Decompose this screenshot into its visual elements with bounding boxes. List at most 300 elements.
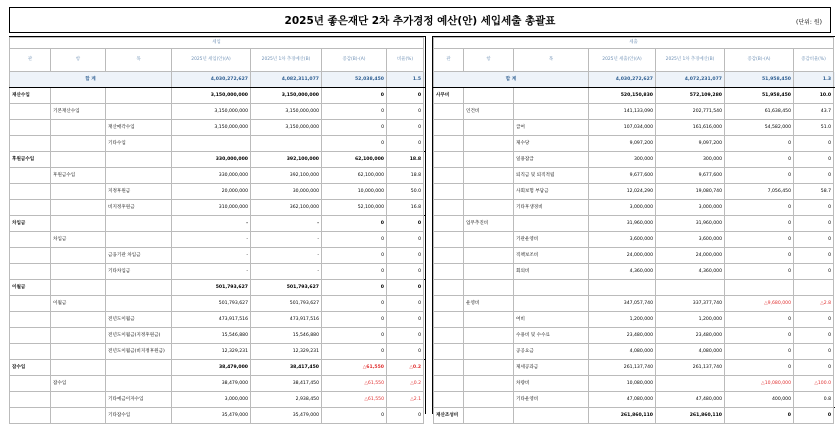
empty-cell: [725, 280, 794, 296]
amount-a: 23,480,000: [589, 328, 656, 344]
hang-cell: 차입금: [51, 232, 106, 248]
amount-a: 141,133,090: [589, 104, 656, 120]
amount-b: 3,150,000,000: [251, 120, 322, 136]
mok-cell: [106, 104, 172, 120]
hang-cell: [51, 312, 106, 328]
hang-cell: 후원금수입: [51, 168, 106, 184]
table-row: [10, 200, 426, 216]
mok-cell: [514, 408, 589, 424]
hang-cell: [51, 248, 106, 264]
amount-diff: 0: [725, 232, 794, 248]
amount-diff: 7,056,450: [725, 184, 794, 200]
mok-cell: 금융기관 차입금: [106, 248, 172, 264]
total-a: 4,030,272,627: [172, 72, 251, 88]
table-row: [434, 392, 835, 408]
amount-b: 23,480,000: [656, 328, 725, 344]
amount-a: 4,360,000: [589, 264, 656, 280]
gwan-cell: [434, 264, 464, 280]
col-header: 관: [10, 49, 51, 72]
hang-cell: [51, 360, 106, 376]
amount-pct: 0: [794, 328, 834, 344]
col-header: 2025년 세출(안)(A): [589, 49, 656, 72]
mok-cell: [106, 232, 172, 248]
mok-cell: 수용비 및 수수료: [514, 328, 589, 344]
amount-a: 35,479,000: [172, 408, 251, 424]
mok-cell: [106, 216, 172, 232]
amount-diff: 0: [725, 136, 794, 152]
hang-cell: [464, 152, 514, 168]
amount-a: 3,600,000: [589, 232, 656, 248]
amount-b: 38,417,450: [251, 376, 322, 392]
hang-cell: 운영비: [464, 296, 514, 312]
amount-diff: 0: [725, 328, 794, 344]
table-row: [434, 408, 835, 424]
amount-a: [172, 136, 251, 152]
amount-diff: 0: [322, 408, 387, 424]
mok-cell: 기타수입: [106, 136, 172, 152]
amount-b: 38,417,450: [251, 360, 322, 376]
amount-b: 15,546,880: [251, 328, 322, 344]
gwan-cell: [10, 264, 51, 280]
mok-cell: 여비: [514, 312, 589, 328]
amount-pct: 0: [387, 312, 424, 328]
amount-b: 1,200,000: [656, 312, 725, 328]
gwan-cell: [434, 328, 464, 344]
hang-cell: [464, 168, 514, 184]
amount-diff: 400,000: [725, 392, 794, 408]
table-row: [434, 216, 835, 232]
gwan-cell: 차입금: [10, 216, 51, 232]
mok-cell: 기타차입금: [106, 264, 172, 280]
mok-cell: 기타예금이자수입: [106, 392, 172, 408]
mok-cell: [514, 216, 589, 232]
hang-cell: [464, 88, 514, 104]
amount-diff: 0: [322, 344, 387, 360]
total-a: 4,030,272,627: [589, 72, 656, 88]
amount-b: 9,677,600: [656, 168, 725, 184]
amount-b: -: [251, 248, 322, 264]
amount-pct: 0: [387, 408, 424, 424]
amount-diff: △61,550: [322, 376, 387, 392]
mok-cell: [106, 152, 172, 168]
gwan-cell: [434, 136, 464, 152]
amount-pct: 0: [794, 360, 834, 376]
amount-diff: 0: [725, 312, 794, 328]
gwan-cell: [10, 232, 51, 248]
empty-cell: [794, 280, 834, 296]
table-row: [10, 376, 426, 392]
gwan-cell: 이월금: [10, 280, 51, 296]
amount-a: 261,137,740: [589, 360, 656, 376]
amount-pct: 0: [387, 264, 424, 280]
amount-diff: 0: [322, 136, 387, 152]
gwan-cell: 잡수입: [10, 360, 51, 376]
amount-b: 35,479,000: [251, 408, 322, 424]
hang-cell: [464, 200, 514, 216]
mok-cell: 전년도이월금(지정후원금): [106, 328, 172, 344]
hang-cell: [51, 264, 106, 280]
gwan-cell: [10, 136, 51, 152]
hang-cell: [464, 248, 514, 264]
amount-b: 24,000,000: [656, 248, 725, 264]
amount-b: 31,960,000: [656, 216, 725, 232]
gwan-cell: [434, 104, 464, 120]
amount-b: 501,793,627: [251, 280, 322, 296]
gwan-cell: [434, 344, 464, 360]
amount-b: -: [251, 216, 322, 232]
total-label: 합 계: [434, 72, 589, 88]
table-row: [434, 296, 835, 312]
mok-cell: 제수당: [514, 136, 589, 152]
hang-cell: [464, 392, 514, 408]
hang-cell: 이월금: [51, 296, 106, 312]
amount-b: 2,938,450: [251, 392, 322, 408]
amount-diff: 62,100,000: [322, 168, 387, 184]
amount-b: 30,000,000: [251, 184, 322, 200]
gwan-cell: [10, 344, 51, 360]
mok-cell: 기타후생경비: [514, 200, 589, 216]
amount-pct: 58.7: [794, 184, 834, 200]
hang-cell: [51, 408, 106, 424]
table-row: [10, 280, 426, 296]
revenue-total-row: [10, 72, 426, 88]
amount-pct: 0: [794, 152, 834, 168]
amount-b: 47,480,000: [656, 392, 725, 408]
amount-b: 337,377,740: [656, 296, 725, 312]
empty-cell: [656, 280, 725, 296]
amount-diff: 52,100,000: [322, 200, 387, 216]
amount-diff: 0: [322, 248, 387, 264]
table-row: [434, 344, 835, 360]
hang-cell: [51, 152, 106, 168]
amount-pct: 0: [387, 88, 424, 104]
gwan-cell: [10, 408, 51, 424]
amount-a: 3,150,000,000: [172, 120, 251, 136]
total-pct: 1.3: [794, 72, 834, 88]
hang-cell: [464, 376, 514, 392]
table-row: [434, 264, 835, 280]
gwan-cell: [10, 248, 51, 264]
hang-cell: [464, 408, 514, 424]
mok-cell: 급여: [514, 120, 589, 136]
mok-cell: 회의비: [514, 264, 589, 280]
total-pct: 1.5: [387, 72, 424, 88]
amount-a: 330,000,000: [172, 168, 251, 184]
amount-b: -: [251, 264, 322, 280]
amount-b: [656, 376, 725, 392]
table-row: [434, 120, 835, 136]
mok-cell: 기타잡수입: [106, 408, 172, 424]
col-header: 2025년 1차 추경예산(B): [656, 49, 725, 72]
mok-cell: 재산매각수입: [106, 120, 172, 136]
amount-pct: 0: [387, 328, 424, 344]
hang-cell: [464, 344, 514, 360]
amount-pct: 0: [387, 296, 424, 312]
mok-cell: [106, 280, 172, 296]
table-row: [10, 120, 426, 136]
title-box: [9, 7, 831, 33]
amount-a: -: [172, 248, 251, 264]
mok-cell: [514, 104, 589, 120]
total-b: 4,082,311,077: [251, 72, 322, 88]
table-row: [434, 184, 835, 200]
hang-cell: [51, 88, 106, 104]
amount-a: 10,080,000: [589, 376, 656, 392]
gwan-cell: 재산조성비: [434, 408, 464, 424]
amount-pct: △0.2: [387, 376, 424, 392]
table-row: [434, 360, 835, 376]
amount-pct: 0: [387, 216, 424, 232]
hang-cell: 기본재산수입: [51, 104, 106, 120]
amount-diff: △10,080,000: [725, 376, 794, 392]
amount-pct: 0: [794, 408, 834, 424]
mok-cell: 퇴직금 및 퇴직적립: [514, 168, 589, 184]
col-header: 2025년 세입(안)(A): [172, 49, 251, 72]
amount-diff: △61,550: [322, 360, 387, 376]
amount-pct: 0.8: [794, 392, 834, 408]
amount-a: 3,000,000: [172, 392, 251, 408]
table-row: [10, 136, 426, 152]
amount-diff: △9,680,000: [725, 296, 794, 312]
mok-cell: 비지정후원금: [106, 200, 172, 216]
amount-diff: 10,000,000: [322, 184, 387, 200]
hang-cell: [51, 328, 106, 344]
mok-cell: [514, 88, 589, 104]
amount-pct: 0: [794, 264, 834, 280]
amount-pct: 0: [794, 200, 834, 216]
gwan-cell: [434, 184, 464, 200]
amount-diff: 54,582,000: [725, 120, 794, 136]
gwan-cell: [434, 232, 464, 248]
amount-diff: 51,958,450: [725, 88, 794, 104]
amount-b: 3,150,000,000: [251, 88, 322, 104]
hang-cell: [464, 184, 514, 200]
amount-b: 9,097,200: [656, 136, 725, 152]
amount-a: 15,546,880: [172, 328, 251, 344]
table-row: [10, 328, 426, 344]
amount-b: 4,080,000: [656, 344, 725, 360]
mok-cell: 직책보조비: [514, 248, 589, 264]
amount-a: 20,000,000: [172, 184, 251, 200]
amount-diff: 0: [725, 344, 794, 360]
amount-a: 12,024,290: [589, 184, 656, 200]
amount-diff: 0: [322, 312, 387, 328]
table-row: [434, 104, 835, 120]
amount-pct: △0.2: [387, 360, 424, 376]
amount-a: 3,000,000: [589, 200, 656, 216]
gwan-cell: [434, 360, 464, 376]
amount-pct: △2.1: [387, 392, 424, 408]
amount-a: 38,479,000: [172, 376, 251, 392]
amount-b: 12,329,231: [251, 344, 322, 360]
amount-a: 9,677,600: [589, 168, 656, 184]
col-header: 비율(%): [387, 49, 424, 72]
gwan-cell: [434, 376, 464, 392]
table-row: [10, 88, 426, 104]
amount-a: 310,000,000: [172, 200, 251, 216]
hang-cell: [51, 136, 106, 152]
revenue-panel: [9, 36, 425, 424]
hang-cell: [51, 280, 106, 296]
hang-cell: [464, 312, 514, 328]
amount-a: 520,150,830: [589, 88, 656, 104]
amount-diff: 0: [322, 88, 387, 104]
table-row: [10, 152, 426, 168]
gwan-cell: [434, 392, 464, 408]
amount-diff: 0: [322, 296, 387, 312]
amount-a: 47,080,000: [589, 392, 656, 408]
table-row: [10, 168, 426, 184]
empty-cell: [514, 280, 589, 296]
mok-cell: 공공요금: [514, 344, 589, 360]
amount-a: 473,917,516: [172, 312, 251, 328]
gwan-cell: [434, 248, 464, 264]
table-row: [434, 152, 835, 168]
table-row: [434, 376, 835, 392]
expense-section-header: 세출: [434, 38, 834, 49]
table-row: [10, 408, 426, 424]
amount-b: 202,771,540: [656, 104, 725, 120]
amount-b: [251, 136, 322, 152]
col-header: 항: [51, 49, 106, 72]
amount-pct: 0: [387, 232, 424, 248]
amount-b: 392,100,000: [251, 152, 322, 168]
gwan-cell: [434, 216, 464, 232]
gwan-cell: [10, 200, 51, 216]
amount-b: 261,137,740: [656, 360, 725, 376]
amount-a: 300,000: [589, 152, 656, 168]
amount-pct: 0: [387, 344, 424, 360]
expense-panel: [433, 36, 835, 424]
empty-cell: [434, 280, 464, 296]
amount-diff: △61,550: [322, 392, 387, 408]
amount-b: 572,109,280: [656, 88, 725, 104]
table-row: [434, 280, 835, 296]
revenue-table: [9, 37, 425, 424]
gwan-cell: [434, 312, 464, 328]
table-row: [434, 232, 835, 248]
amount-pct: 0: [794, 168, 834, 184]
amount-b: 362,100,000: [251, 200, 322, 216]
amount-diff: 0: [322, 120, 387, 136]
hang-cell: [464, 232, 514, 248]
col-header: 관: [434, 49, 464, 72]
table-row: [434, 88, 835, 104]
amount-b: 392,100,000: [251, 168, 322, 184]
amount-pct: 0: [387, 136, 424, 152]
amount-pct: 0: [387, 120, 424, 136]
amount-pct: 10.0: [794, 88, 834, 104]
amount-diff: 0: [725, 168, 794, 184]
table-row: [10, 392, 426, 408]
gwan-cell: [434, 152, 464, 168]
amount-b: 3,600,000: [656, 232, 725, 248]
mok-cell: [106, 88, 172, 104]
hang-cell: [464, 120, 514, 136]
amount-pct: 43.7: [794, 104, 834, 120]
col-header: 2025년 1차 추경예산(B): [251, 49, 322, 72]
gwan-cell: [10, 296, 51, 312]
amount-a: 501,793,627: [172, 296, 251, 312]
gwan-cell: [10, 184, 51, 200]
amount-pct: 0: [794, 312, 834, 328]
amount-a: 347,057,740: [589, 296, 656, 312]
table-row: [10, 232, 426, 248]
gwan-cell: [10, 104, 51, 120]
hang-cell: [51, 184, 106, 200]
gwan-cell: [10, 120, 51, 136]
mok-cell: [514, 296, 589, 312]
mok-cell: 기관운영비: [514, 232, 589, 248]
hang-cell: 업무추진비: [464, 216, 514, 232]
revenue-section-header: 세입: [10, 38, 424, 49]
amount-pct: 0: [387, 280, 424, 296]
amount-pct: 18.8: [387, 152, 424, 168]
gwan-cell: 후원금수입: [10, 152, 51, 168]
amount-diff: 0: [725, 248, 794, 264]
amount-a: -: [172, 216, 251, 232]
hang-cell: [51, 120, 106, 136]
mok-cell: [106, 296, 172, 312]
gwan-cell: [434, 168, 464, 184]
table-row: [10, 248, 426, 264]
amount-diff: 62,100,000: [322, 152, 387, 168]
amount-diff: 0: [322, 104, 387, 120]
table-row: [10, 296, 426, 312]
amount-diff: 0: [322, 232, 387, 248]
amount-pct: 0: [794, 248, 834, 264]
amount-a: -: [172, 232, 251, 248]
amount-pct: 0: [387, 248, 424, 264]
amount-diff: 61,638,450: [725, 104, 794, 120]
col-header: 증감(B)-(A): [725, 49, 794, 72]
table-row: [434, 168, 835, 184]
amount-pct: 0: [794, 136, 834, 152]
amount-a: 24,000,000: [589, 248, 656, 264]
table-row: [10, 184, 426, 200]
amount-b: 19,080,740: [656, 184, 725, 200]
gwan-cell: [10, 376, 51, 392]
mok-cell: [106, 360, 172, 376]
amount-diff: 0: [725, 152, 794, 168]
amount-a: 31,960,000: [589, 216, 656, 232]
mok-cell: 전년도이월금: [106, 312, 172, 328]
col-header: 목: [514, 49, 589, 72]
amount-diff: 0: [322, 280, 387, 296]
table-row: [10, 360, 426, 376]
hang-cell: [51, 344, 106, 360]
mok-cell: 지정후원금: [106, 184, 172, 200]
total-b: 4,072,231,077: [656, 72, 725, 88]
mok-cell: 기타운영비: [514, 392, 589, 408]
amount-pct: △2.8: [794, 296, 834, 312]
col-header: 증감비율(%): [794, 49, 834, 72]
amount-b: 501,793,627: [251, 296, 322, 312]
gwan-cell: [434, 120, 464, 136]
amount-b: -: [251, 232, 322, 248]
amount-pct: 16.8: [387, 200, 424, 216]
table-row: [434, 248, 835, 264]
hang-cell: [51, 200, 106, 216]
expense-total-row: [434, 72, 835, 88]
amount-a: 107,034,000: [589, 120, 656, 136]
hang-cell: [51, 392, 106, 408]
hang-cell: [464, 328, 514, 344]
amount-a: 330,000,000: [172, 152, 251, 168]
amount-a: 38,479,000: [172, 360, 251, 376]
table-row: [434, 328, 835, 344]
total-diff: 51,958,450: [725, 72, 794, 88]
